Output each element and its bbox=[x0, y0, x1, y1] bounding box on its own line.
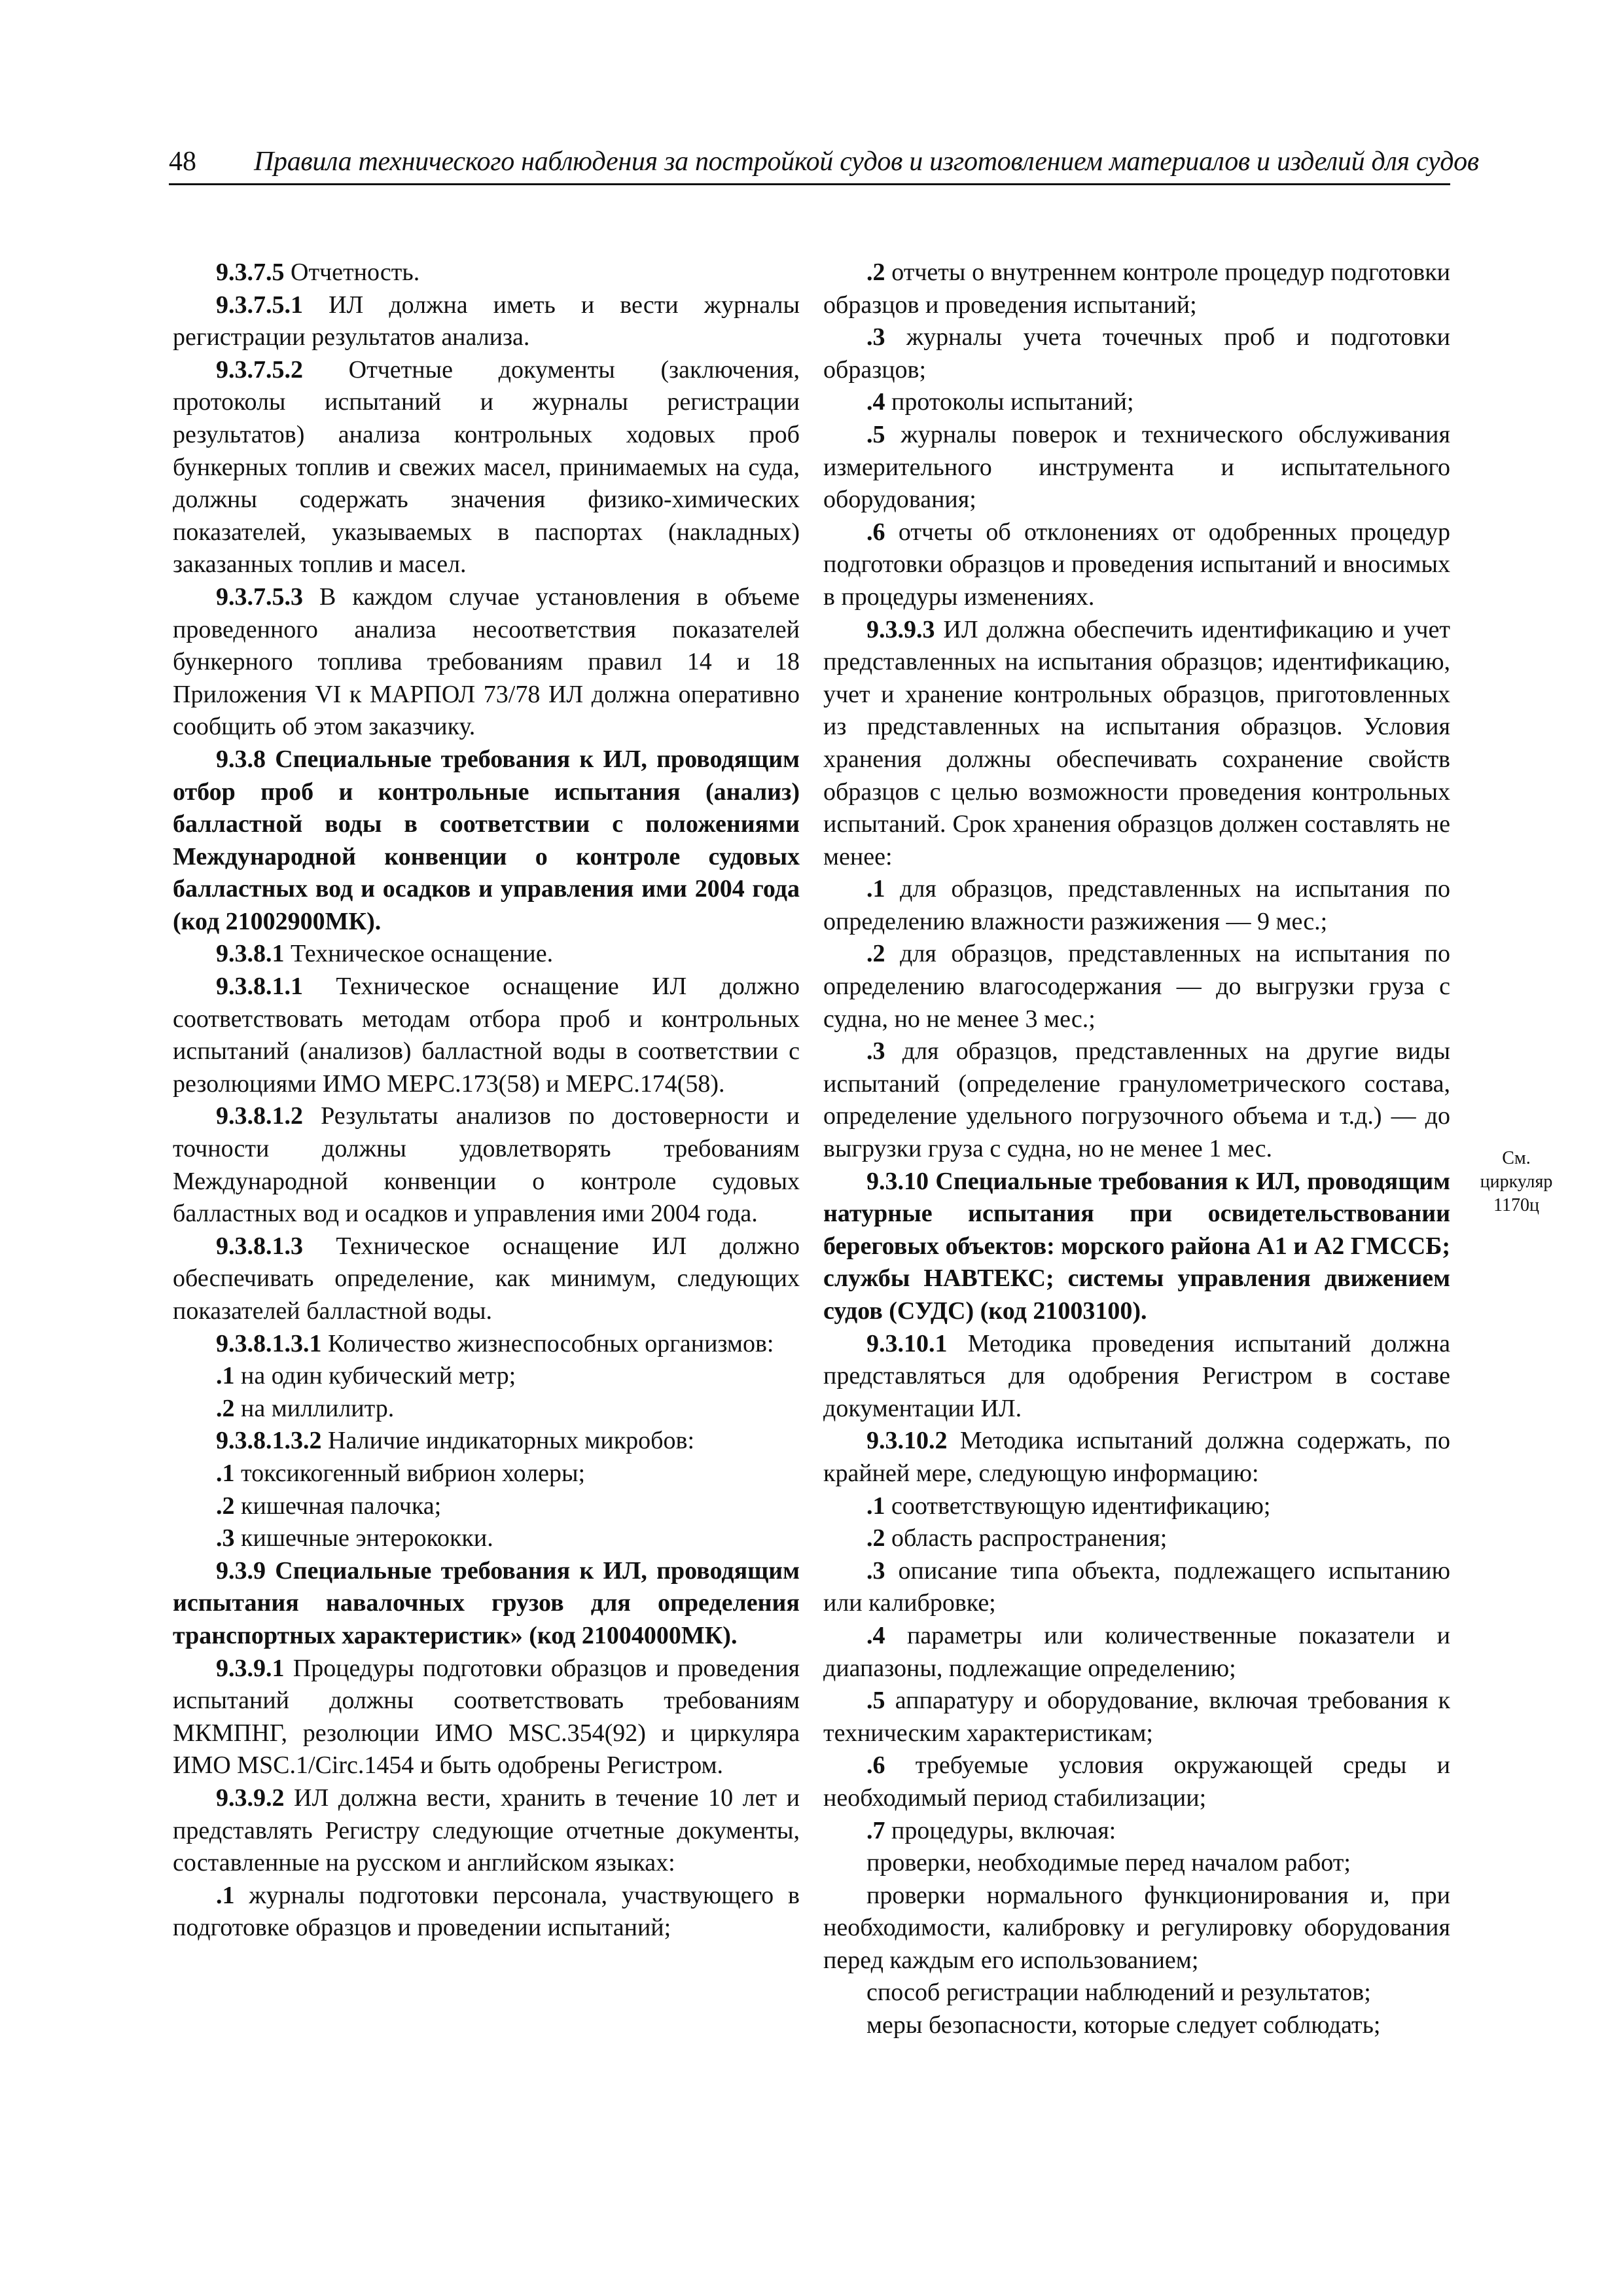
margin-note bbox=[1467, 1147, 1565, 1217]
clause-text: Количество жизнеспособных организмов: bbox=[321, 1329, 774, 1357]
paragraph bbox=[173, 938, 800, 971]
clause-number: .5 bbox=[866, 1687, 885, 1715]
clause-number: 9.3.7.5 bbox=[216, 259, 285, 286]
clause-number: .1 bbox=[216, 1362, 235, 1390]
paragraph bbox=[173, 1425, 800, 1458]
paragraph bbox=[823, 516, 1450, 614]
paragraph bbox=[173, 1100, 800, 1230]
clause-number: 9.3.7.5.2 bbox=[216, 355, 303, 384]
clause-number: .1 bbox=[866, 875, 885, 903]
clause-text: Отчетные документы (заключения, протоколы испытаний и журналы регистрации результатов) анализа контрольных ходовых проб бункерных топлив и свежих масел, принимаемых на суда, должны содержать значения физико-химических показателей, указываемых в паспортах (накладных) заказанных топлив и масел. bbox=[173, 355, 800, 579]
clause-text: кишечные энтерококки. bbox=[234, 1524, 493, 1552]
paragraph bbox=[173, 1360, 800, 1393]
clause-text: описание типа объекта, подлежащего испытанию или калибровке; bbox=[823, 1556, 1450, 1617]
clause-number: .6 bbox=[866, 518, 885, 546]
running-title: Правила технического наблюдения за постройкой судов и изготовлением материалов и изделий для судов bbox=[254, 147, 1479, 177]
clause-text: для образцов, представленных на другие виды испытаний (определение гранулометрического состава, определение удельного погрузочного объема и т.д.) — до выгрузки груза с судна, но не менее 1 мес. bbox=[823, 1037, 1450, 1163]
paragraph bbox=[823, 1847, 1450, 1880]
clause-text: область распространения; bbox=[885, 1524, 1168, 1552]
clause-text: Специальные требования к ИЛ, проводящим отбор проб и контрольные испытания (анализ) балластной воды в соответствии с положениями Международной конвенции о контроле судовых балластных вод и осадков и управления ими 2004 года (код 21002900МК). bbox=[173, 745, 800, 935]
clause-number: 9.3.10 bbox=[866, 1167, 929, 1195]
clause-number: .4 bbox=[866, 1621, 885, 1649]
paragraph bbox=[823, 1490, 1450, 1523]
clause-number: 9.3.7.5.3 bbox=[216, 583, 303, 611]
right-column bbox=[823, 257, 1450, 2042]
paragraph bbox=[173, 971, 800, 1100]
paragraph bbox=[823, 1749, 1450, 1814]
clause-text: параметры или количественные показатели и диапазоны, подлежащие определению; bbox=[823, 1621, 1450, 1682]
clause-text: отчеты об отклонениях от одобренных процедур подготовки образцов и проведения испытаний и вносимых в процедуры изменениях. bbox=[823, 518, 1450, 611]
clause-text: протоколы испытаний; bbox=[885, 388, 1134, 416]
paragraph bbox=[823, 1815, 1450, 1848]
paragraph bbox=[173, 354, 800, 581]
clause-number: 9.3.8.1.3.2 bbox=[216, 1427, 322, 1455]
clause-number: 9.3.8.1.2 bbox=[216, 1102, 303, 1130]
clause-number: .1 bbox=[216, 1881, 235, 1909]
paragraph bbox=[823, 386, 1450, 419]
paragraph bbox=[173, 1230, 800, 1328]
paragraph bbox=[173, 1522, 800, 1555]
clause-number: .4 bbox=[866, 388, 885, 416]
paragraph bbox=[173, 1490, 800, 1523]
clause-number: .3 bbox=[216, 1524, 235, 1552]
paragraph bbox=[823, 1522, 1450, 1555]
paragraph bbox=[823, 1555, 1450, 1620]
paragraph bbox=[173, 1458, 800, 1490]
clause-number: 9.3.8.1.3.1 bbox=[216, 1329, 322, 1357]
clause-text: проверки нормального функционирования и, при необходимости, калибровку и регулировку оборудования перед каждым его использованием; bbox=[823, 1881, 1450, 1974]
paragraph bbox=[823, 2009, 1450, 2042]
clause-number: .3 bbox=[866, 1556, 885, 1585]
clause-number: .1 bbox=[216, 1459, 235, 1487]
paragraph bbox=[173, 1328, 800, 1361]
clause-number: 9.3.9 bbox=[216, 1556, 266, 1585]
clause-number: 9.3.9.2 bbox=[216, 1784, 285, 1812]
clause-number: .3 bbox=[866, 1037, 885, 1066]
clause-text: кишечная палочка; bbox=[234, 1492, 442, 1520]
clause-number: .3 bbox=[866, 323, 885, 351]
paragraph bbox=[823, 1685, 1450, 1749]
clause-text: журналы поверок и технического обслуживания измерительного инструмента и испытательного оборудования; bbox=[823, 420, 1450, 514]
clause-text: проверки, необходимые перед началом работ; bbox=[866, 1849, 1351, 1877]
clause-text: Специальные требования к ИЛ, проводящим испытания навалочных грузов для определения транспортных характеристик» (код 21004000МК). bbox=[173, 1556, 800, 1649]
paragraph bbox=[823, 419, 1450, 516]
clause-text: Методика проведения испытаний должна представляться для одобрения Регистром в составе документации ИЛ. bbox=[823, 1329, 1450, 1422]
clause-number: 9.3.10.2 bbox=[866, 1427, 948, 1455]
clause-text: на один кубический метр; bbox=[234, 1362, 516, 1390]
paragraph bbox=[823, 938, 1450, 1035]
clause-text: Техническое оснащение. bbox=[284, 940, 554, 968]
clause-number: 9.3.8.1.1 bbox=[216, 973, 303, 1001]
paragraph bbox=[173, 257, 800, 289]
paragraph bbox=[823, 1425, 1450, 1490]
clause-text: отчеты о внутреннем контроле процедур подготовки образцов и проведения испытаний; bbox=[823, 259, 1450, 319]
margin-note-line: См. bbox=[1502, 1148, 1531, 1168]
clause-number: .6 bbox=[866, 1751, 885, 1780]
clause-text: Техническое оснащение ИЛ должно соответствовать методам отбора проб и контрольных испытаний (анализов) балластной воды в соответствии с резолюциями ИМО МЕРС.173(58) и МЕРС.174(58). bbox=[173, 973, 800, 1098]
margin-note-line: циркуляр bbox=[1480, 1172, 1553, 1192]
clause-number: .5 bbox=[866, 420, 885, 448]
clause-text: меры безопасности, которые следует соблюдать; bbox=[866, 2011, 1381, 2039]
clause-text: Специальные требования к ИЛ, проводящим натурные испытания при освидетельствовании береговых объектов: морского района А1 и А2 ГМССБ; службы НАВТЕКС; системы управления движением судов (СУДС) (код 21003100). bbox=[823, 1167, 1450, 1325]
paragraph bbox=[823, 1880, 1450, 1977]
clause-text: на миллилитр. bbox=[234, 1394, 395, 1422]
paragraph bbox=[823, 257, 1450, 321]
clause-text: журналы подготовки персонала, участвующего в подготовке образцов и проведении испытаний; bbox=[173, 1881, 800, 1942]
paragraph bbox=[173, 1880, 800, 1945]
clause-text: для образцов, представленных на испытания по определению влажности разжижения — 9 мес.; bbox=[823, 875, 1450, 935]
clause-number: 9.3.9.1 bbox=[216, 1654, 285, 1682]
clause-number: .2 bbox=[866, 940, 885, 968]
left-column bbox=[173, 257, 800, 1945]
clause-text: Процедуры подготовки образцов и проведения испытаний должны соответствовать требованиям МКМПНГ, резолюции ИМО MSC.354(92) и циркуляра ИМО MSC.1/Circ.1454 и быть одобрены Регистром. bbox=[173, 1654, 800, 1780]
paragraph bbox=[173, 1782, 800, 1880]
clause-text: для образцов, представленных на испытания по определению влагосодержания — до выгрузки груза с судна, но не менее 3 мес.; bbox=[823, 940, 1450, 1033]
paragraph bbox=[823, 1328, 1450, 1426]
clause-text: Результаты анализов по достоверности и точности должны удовлетворять требованиям Международной конвенции о контроле судовых балластных вод и осадков и управления ими 2004 года. bbox=[173, 1102, 800, 1228]
clause-text: Отчетность. bbox=[284, 259, 420, 286]
page-number: 48 bbox=[169, 147, 196, 177]
clause-number: 9.3.7.5.1 bbox=[216, 291, 303, 319]
clause-number: .2 bbox=[866, 1524, 885, 1552]
paragraph bbox=[823, 321, 1450, 386]
paragraph bbox=[173, 581, 800, 744]
clause-text: В каждом случае установления в объеме проведенного анализа несоответствия показателей бункерного топлива требованиям правил 14 и 18 Приложения VI к МАРПОЛ 73/78 ИЛ должна оперативно сообщить об этом заказчику. bbox=[173, 583, 800, 741]
clause-number: 9.3.8.1.3 bbox=[216, 1232, 303, 1260]
clause-number: 9.3.10.1 bbox=[866, 1329, 948, 1357]
clause-text: токсикогенный вибрион холеры; bbox=[234, 1459, 586, 1487]
margin-note-line: 1170ц bbox=[1493, 1195, 1539, 1215]
clause-text: аппаратуру и оборудование, включая требования к техническим характеристикам; bbox=[823, 1687, 1450, 1747]
paragraph bbox=[173, 1393, 800, 1426]
clause-number: .1 bbox=[866, 1492, 885, 1520]
paragraph bbox=[823, 1620, 1450, 1685]
clause-text: соответствующую идентификацию; bbox=[885, 1492, 1271, 1520]
paragraph bbox=[823, 1977, 1450, 2009]
clause-number: .2 bbox=[216, 1394, 235, 1422]
section-heading bbox=[173, 744, 800, 939]
clause-text: ИЛ должна обеспечить идентификацию и учет представленных на испытания образцов; идентификацию, учет и хранение контрольных образцов, приготовленных из представленных на испытания образцов. Условия хранения должны обеспечивать сохранение свойств образцов с целью возможности проведения контрольных испытаний. Срок хранения образцов должен составлять не менее: bbox=[823, 615, 1450, 870]
clause-number: .7 bbox=[866, 1816, 885, 1844]
section-heading bbox=[823, 1166, 1450, 1328]
clause-number: 9.3.8 bbox=[216, 745, 266, 773]
clause-number: .2 bbox=[866, 259, 885, 286]
clause-number: 9.3.9.3 bbox=[866, 615, 935, 643]
clause-text: процедуры, включая: bbox=[885, 1816, 1116, 1844]
paragraph bbox=[173, 1653, 800, 1782]
paragraph bbox=[823, 873, 1450, 938]
clause-number: .2 bbox=[216, 1492, 235, 1520]
clause-number: 9.3.8.1 bbox=[216, 940, 285, 968]
clause-text: ИЛ должна иметь и вести журналы регистрации результатов анализа. bbox=[173, 291, 800, 351]
clause-text: Методика испытаний должна содержать, по крайней мере, следующую информацию: bbox=[823, 1427, 1450, 1487]
paragraph bbox=[823, 614, 1450, 874]
paragraph bbox=[823, 1035, 1450, 1165]
paragraph bbox=[173, 289, 800, 354]
clause-text: ИЛ должна вести, хранить в течение 10 лет и представлять Регистру следующие отчетные документы, составленные на русском и английском языках: bbox=[173, 1784, 800, 1877]
clause-text: способ регистрации наблюдений и результатов; bbox=[866, 1979, 1371, 2007]
running-header bbox=[169, 145, 1479, 185]
section-heading bbox=[173, 1555, 800, 1653]
clause-text: требуемые условия окружающей среды и необходимый период стабилизации; bbox=[823, 1751, 1450, 1812]
clause-text: Наличие индикаторных микробов: bbox=[321, 1427, 695, 1455]
clause-text: журналы учета точечных проб и подготовки образцов; bbox=[823, 323, 1450, 384]
clause-text: Техническое оснащение ИЛ должно обеспечивать определение, как минимум, следующих показателей балластной воды. bbox=[173, 1232, 800, 1325]
